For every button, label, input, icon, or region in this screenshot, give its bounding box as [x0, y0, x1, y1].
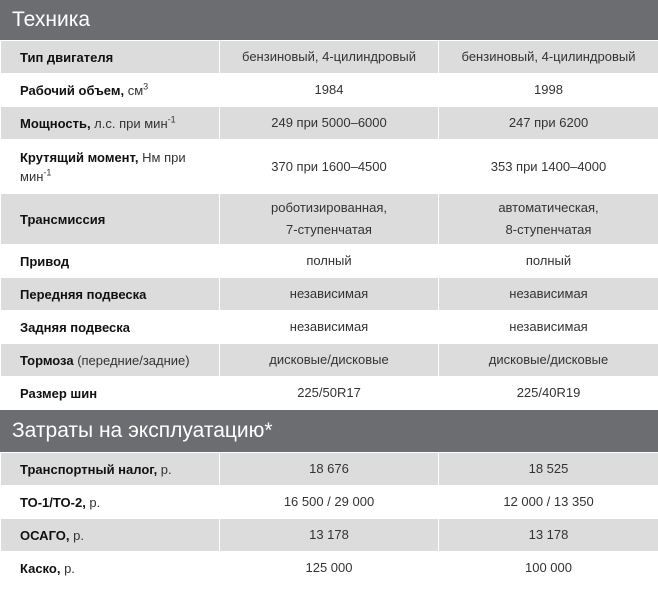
section-title: Затраты на эксплуатацию*	[12, 419, 273, 442]
value-cell: автоматическая, 8-ступенчатая	[439, 194, 658, 245]
row-label: ОСАГО, р.	[1, 519, 220, 552]
row-label: Рабочий объем, $см^3$	[1, 74, 220, 107]
value-cell: 18 676	[220, 453, 439, 486]
table-row	[1, 311, 658, 344]
spec-table-tech	[0, 40, 658, 410]
value-cell: 125 000	[220, 552, 439, 585]
value-cell: 12 000 / 13 350	[439, 486, 658, 519]
value-cell: 353 при 1400–4000	[439, 140, 658, 194]
table-row	[1, 140, 658, 194]
value-cell: 1984	[220, 74, 439, 107]
value-cell: 370 при 1600–4500	[220, 140, 439, 194]
row-label: Тип двигателя	[1, 41, 220, 74]
row-label: Транспортный налог, р.	[1, 453, 220, 486]
value-cell: роботизированная, 7-ступенчатая	[220, 194, 439, 245]
row-label: Привод	[1, 245, 220, 278]
value-cell: 1998	[439, 74, 658, 107]
table-row	[1, 194, 658, 245]
table-row	[1, 41, 658, 74]
table-row	[1, 344, 658, 377]
value-cell: полный	[439, 245, 658, 278]
section-header-costs	[0, 410, 658, 452]
row-label: Крутящий момент, Нм при мин$^{-1}$	[1, 140, 220, 194]
table-row	[1, 278, 658, 311]
table-row	[1, 377, 658, 410]
value-cell: 247 при 6200	[439, 107, 658, 140]
row-label: Мощность, л.с. при мин$^{-1}$	[1, 107, 220, 140]
table-row	[1, 486, 658, 519]
row-label: Трансмиссия	[1, 194, 220, 245]
table-row	[1, 74, 658, 107]
value-cell: полный	[220, 245, 439, 278]
value-cell: независимая	[439, 311, 658, 344]
value-cell: 16 500 / 29 000	[220, 486, 439, 519]
value-cell: бензиновый, 4-цилиндровый	[220, 41, 439, 74]
row-label: Задняя подвеска	[1, 311, 220, 344]
table-row	[1, 453, 658, 486]
row-label: ТО-1/ТО-2, р.	[1, 486, 220, 519]
table-row	[1, 245, 658, 278]
spec-table-costs	[0, 452, 658, 585]
value-cell: 100 000	[439, 552, 658, 585]
value-cell: дисковые/дисковые	[220, 344, 439, 377]
value-cell: дисковые/дисковые	[439, 344, 658, 377]
value-cell: независимая	[220, 311, 439, 344]
value-cell: независимая	[439, 278, 658, 311]
row-label: Каско, р.	[1, 552, 220, 585]
table-row	[1, 552, 658, 585]
value-cell: 225/50R17	[220, 377, 439, 410]
value-cell: 225/40R19	[439, 377, 658, 410]
row-label: Размер шин	[1, 377, 220, 410]
value-cell: 249 при 5000–6000	[220, 107, 439, 140]
section-header-tech	[0, 0, 658, 40]
value-cell: бензиновый, 4-цилиндровый	[439, 41, 658, 74]
value-cell: 13 178	[439, 519, 658, 552]
table-row	[1, 519, 658, 552]
row-label: Передняя подвеска	[1, 278, 220, 311]
row-label: Тормоза (передние/задние)	[1, 344, 220, 377]
section-title: Техника	[12, 8, 91, 31]
table-row	[1, 107, 658, 140]
value-cell: 13 178	[220, 519, 439, 552]
value-cell: независимая	[220, 278, 439, 311]
value-cell: 18 525	[439, 453, 658, 486]
